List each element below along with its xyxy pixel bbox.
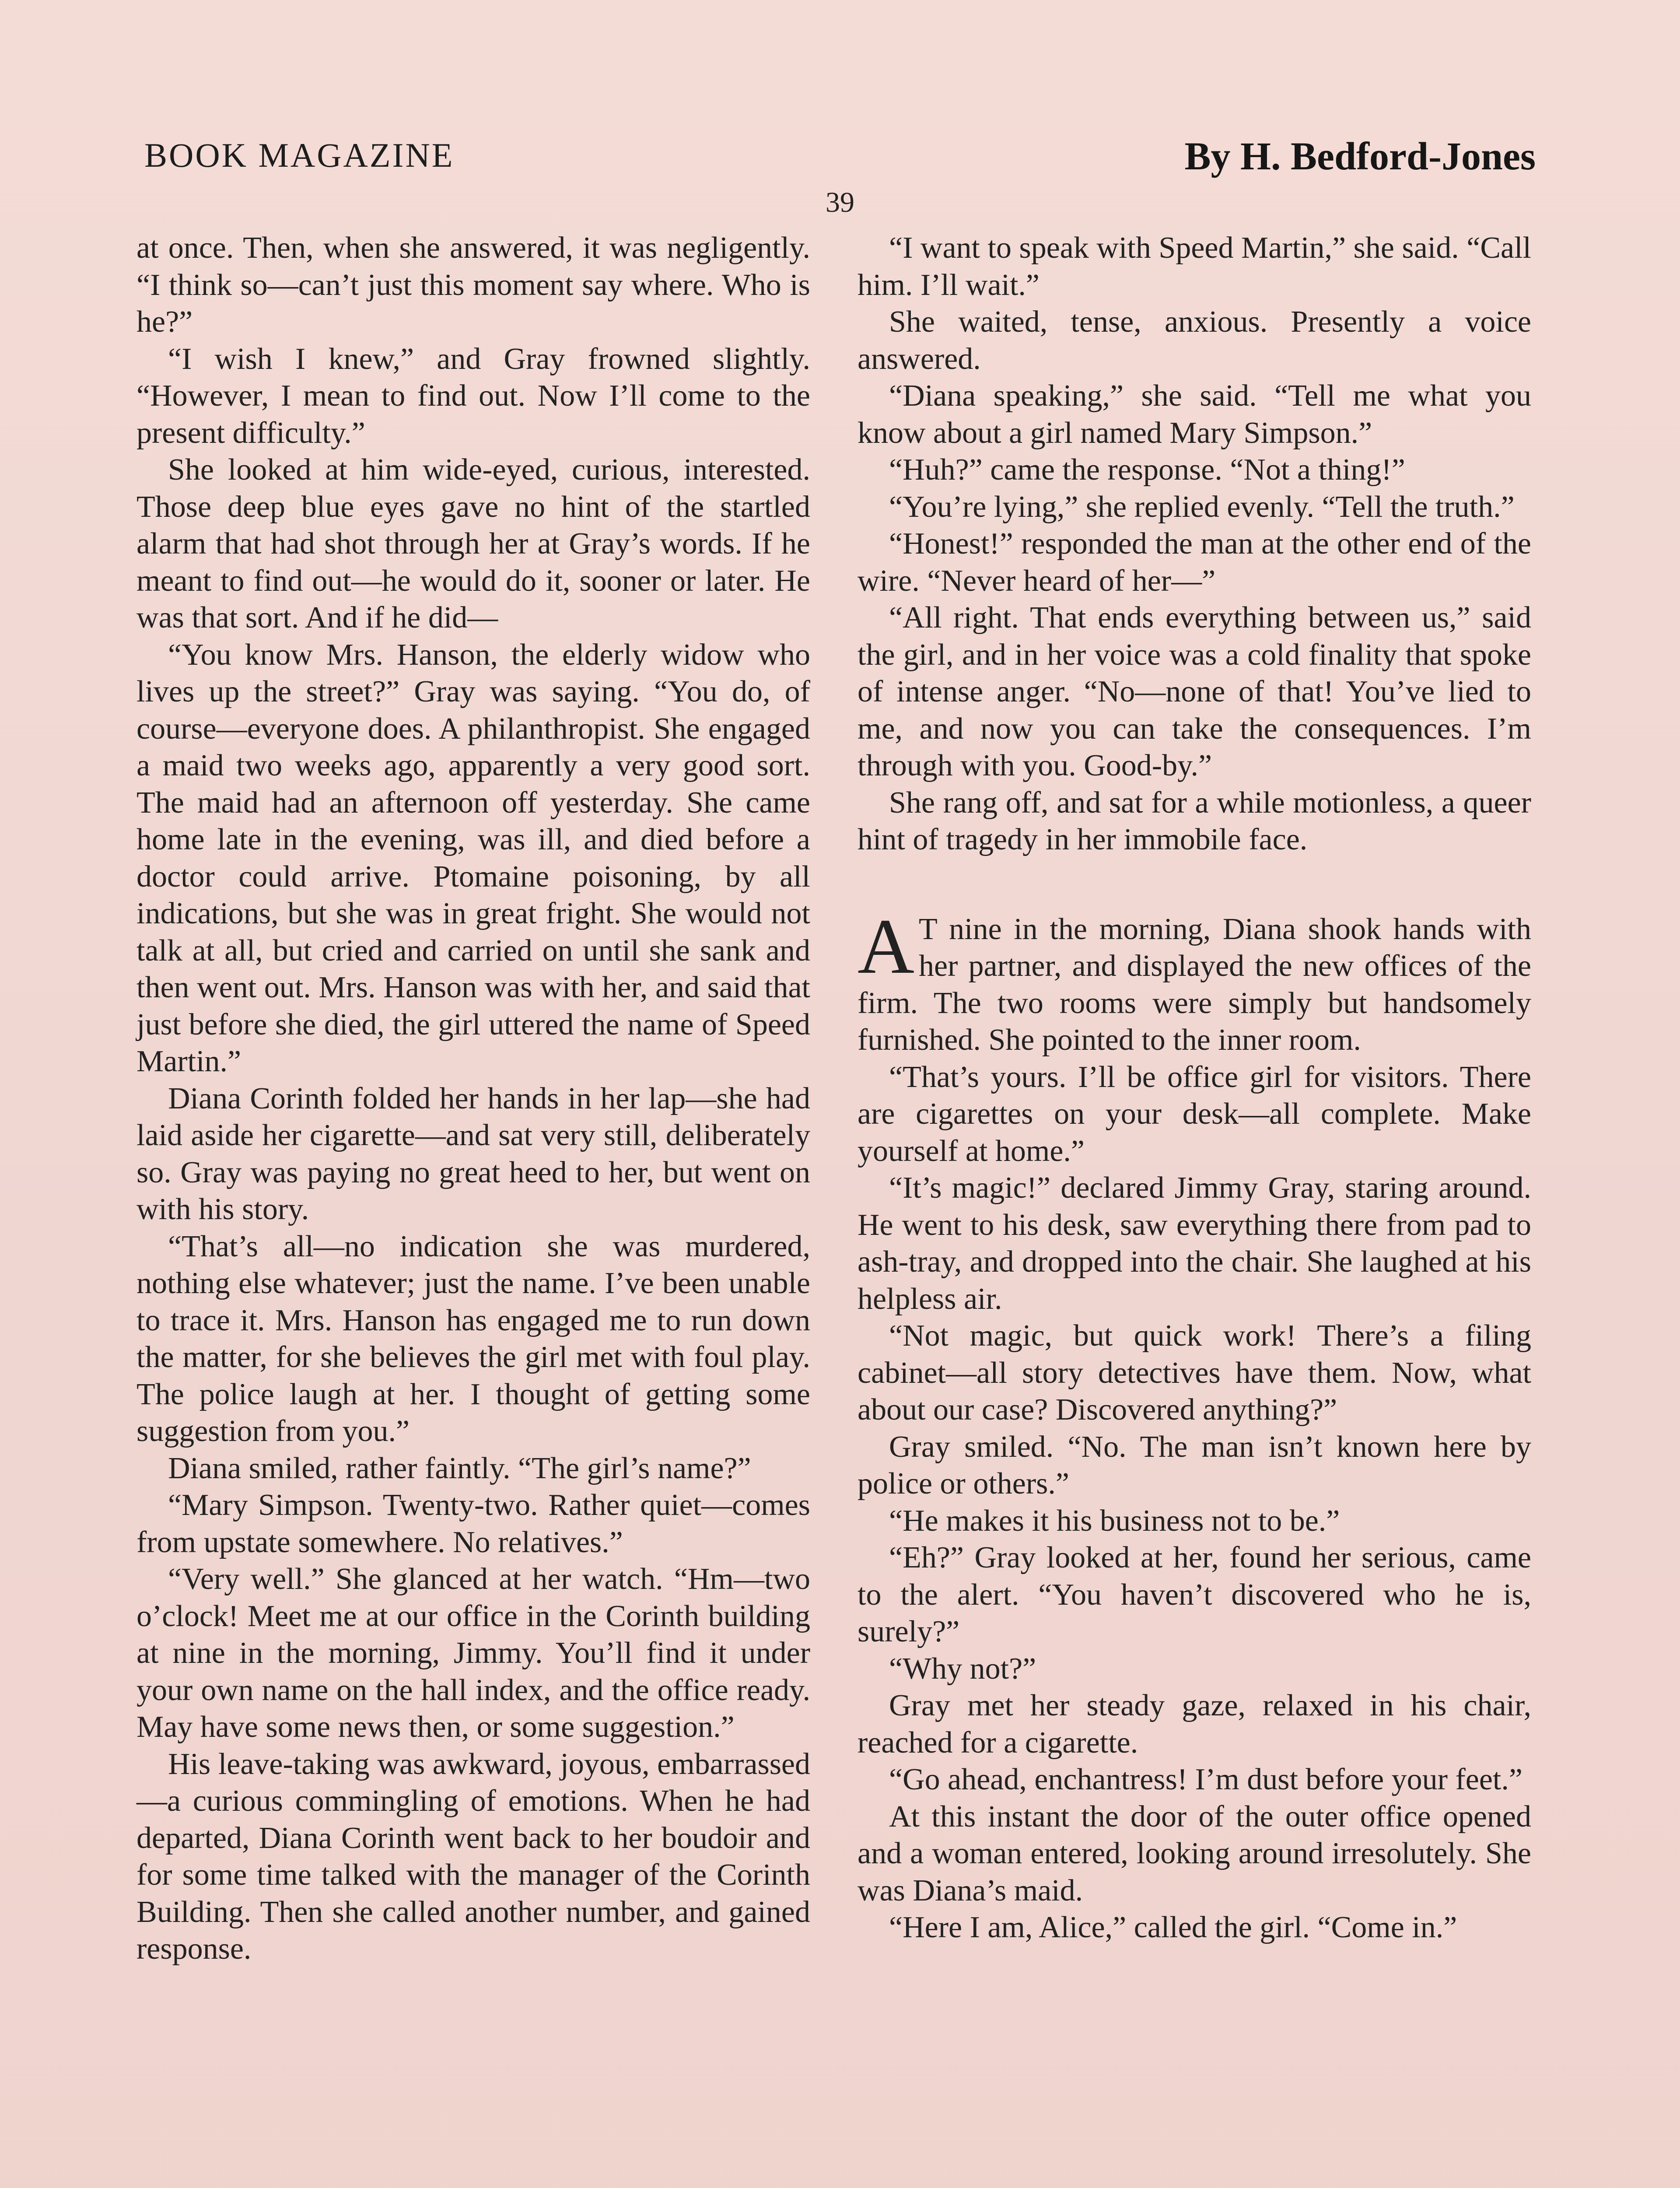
paragraph: “He makes it his business not to be.” [889,1504,1340,1538]
page-number: 39 [826,186,854,218]
paragraph: She rang off, and sat for a while motionless, a queer hint of tragedy in her immobile face. [858,785,1531,856]
paragraph: “I wish I knew,” and Gray frowned slightly. “However, I mean to find out. Now I’ll come to the present difficulty.” [136,342,810,450]
paragraph: at once. Then, when she answered, it was negligently. “I think so—can’t just this moment say where. Who is he?” [136,231,810,339]
paragraph: His leave-taking was awkward, joyous, embarrassed—a curious commingling of emotions. When he had departed, Diana Corinth went back to her boudoir and for some time talked with the manager of the Corinth Building. Then she called another number, and gained response. [136,1747,810,1966]
running-header [144,136,1536,188]
paragraph: “Very well.” She glanced at her watch. “Hm—two o’clock! Meet me at our office in the Corinth building at nine in the morning, Jimmy. You’ll find it under your own name on the hall index, and the office ready. May have some news then, or some suggestion.” [136,1562,810,1744]
publication-title: BOOK MAGAZINE [144,136,455,174]
paragraph: Diana Corinth folded her hands in her lap—she had laid aside her cigarette—and sat very still, deliberately so. Gray was paying no great heed to her, but went on with his story. [136,1081,810,1226]
paragraph: “I want to speak with Speed Martin,” she said. “Call him. I’ll wait.” [858,231,1531,302]
paragraph: “Go ahead, enchantress! I’m dust before your feet.” [889,1763,1522,1796]
paragraph: “Not magic, but quick work! There’s a filing cabinet—all story detectives have them. Now, what about our case? Discovered anything?” [858,1319,1531,1427]
paragraph-text: T nine in the morning, Diana shook hands with her partner, and displayed the new offices of the firm. The two rooms were simply but handsomely furnished. She pointed to the inner room. [858,912,1531,1057]
right-text-column [858,230,1531,1946]
paragraph: Diana smiled, rather faintly. “The girl’s name?” [168,1451,751,1485]
paragraph: At this instant the door of the outer office opened and a woman entered, looking around irresolutely. She was Diana’s maid. [858,1799,1531,1907]
paragraph: “Mary Simpson. Twenty-two. Rather quiet—comes from upstate somewhere. No relatives.” [136,1488,810,1559]
paragraph: “All right. That ends everything between us,” said the girl, and in her voice was a cold finality that spoke of intense anger. “No—none of that! You’ve lied to me, and now you can take the consequences. I’m through with you. Good-by.” [858,601,1531,782]
paragraph: She looked at him wide-eyed, curious, interested. Those deep blue eyes gave no hint of the startled alarm that had shot through her at Gray’s words. If he meant to find out—he would do it, sooner or later. He was that sort. And if he did— [136,453,810,635]
paragraph: “Honest!” responded the man at the other end of the wire. “Never heard of her—” [858,527,1531,598]
paragraph: “Here I am, Alice,” called the girl. “Come in.” [889,1911,1457,1944]
left-text-column [136,230,810,1968]
paragraph: “You know Mrs. Hanson, the elderly widow who lives up the street?” Gray was saying. “You do, of course—everyone does. A philanthropist. She engaged a maid two weeks ago, apparently a very good sort. The maid had an afternoon off yesterday. She came home late in the evening, was ill, and died before a doctor could arrive. Ptomaine poisoning, by all indications, but she was in great fright. She would not talk at all, but cried and carried on until she sank and then went out. Mrs. Hanson was with her, and said that just before she died, the girl uttered the name of Speed Martin.” [136,638,810,1078]
paragraph: Gray smiled. “No. The man isn’t known here by police or others.” [858,1430,1531,1501]
paragraph: “Eh?” Gray looked at her, found her serious, came to the alert. “You haven’t discovered who he is, surely?” [858,1541,1531,1648]
paragraph: “Why not?” [889,1652,1036,1686]
paragraph: “You’re lying,” she replied evenly. “Tell the truth.” [889,490,1515,524]
paragraph: “Huh?” came the response. “Not a thing!” [889,453,1405,487]
paragraph: “It’s magic!” declared Jimmy Gray, staring around. He went to his desk, saw everything there from pad to ash-tray, and dropped into the chair. She laughed at his helpless air. [858,1171,1531,1316]
paragraph [858,902,1531,1059]
paragraph: She waited, tense, anxious. Presently a voice answered. [858,305,1531,376]
paragraph: “That’s yours. I’ll be office girl for visitors. There are cigarettes on your desk—all complete. Make yourself at home.” [858,1060,1531,1168]
paragraph: “That’s all—no indication she was murdered, nothing else whatever; just the name. I’ve been unable to trace it. Mrs. Hanson has engaged me to run down the matter, for she believes the girl met with foul play. The police laugh at her. I thought of getting some suggestion from you.” [136,1229,810,1448]
paragraph: Gray met her steady gaze, relaxed in his chair, reached for a cigarette. [858,1689,1531,1760]
paragraph: “Diana speaking,” she said. “Tell me what you know about a girl named Mary Simpson.” [858,379,1531,450]
drop-cap: A [858,902,914,990]
author-byline: By H. Bedford-Jones [1184,135,1536,178]
